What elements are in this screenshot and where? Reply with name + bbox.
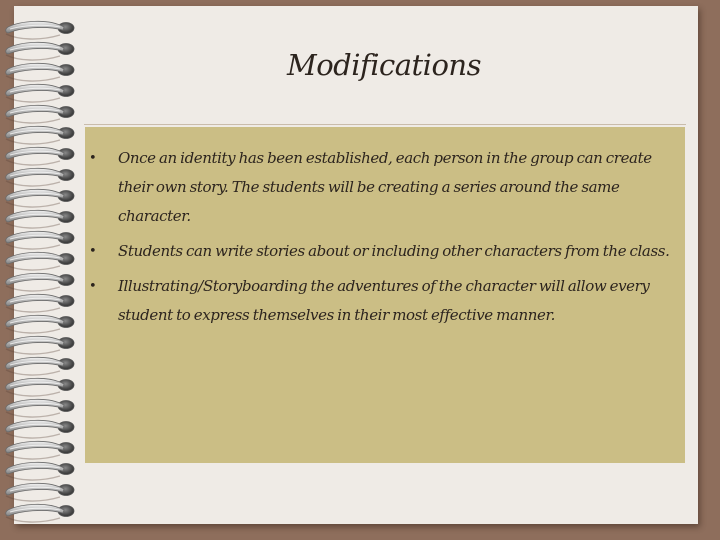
bullet-item — [89, 237, 679, 266]
content-box — [85, 127, 685, 463]
bullet-text: Once an identity has been established, each person in the group can create their own story. The students will be creating a series around the same character. — [118, 149, 652, 225]
bullet-item — [89, 144, 679, 231]
bullet-icon: • — [89, 244, 97, 259]
bullet-text: Illustrating/Storyboarding the adventures of the character will allow every student to express themselves in their most effective manner. — [118, 277, 650, 324]
bullet-item — [89, 272, 679, 330]
slide-title: Modifications — [287, 48, 481, 82]
bullet-list — [85, 127, 685, 330]
bullet-icon: • — [89, 279, 97, 294]
title-divider — [84, 124, 686, 125]
bullet-icon: • — [89, 151, 97, 166]
bullet-text: Students can write stories about or including other characters from the class. — [118, 242, 670, 260]
spiral-binding-icon — [0, 0, 90, 540]
